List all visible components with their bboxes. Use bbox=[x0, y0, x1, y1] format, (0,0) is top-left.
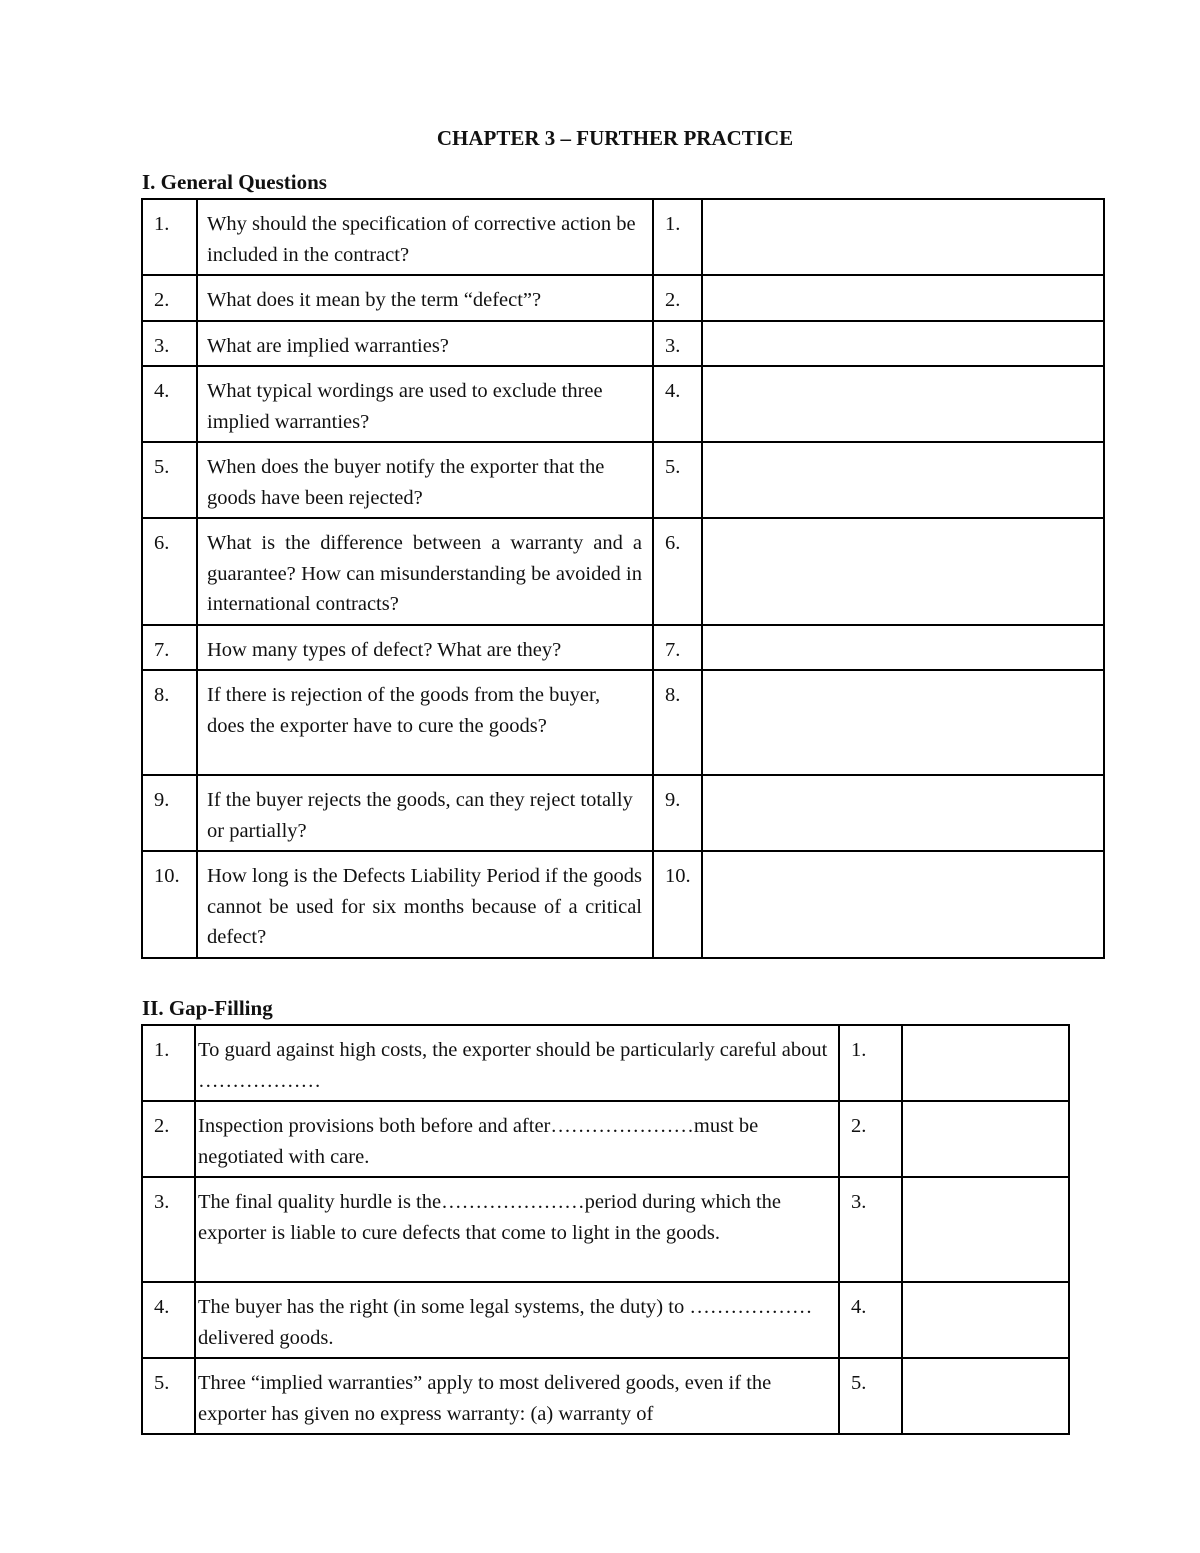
answer-number: 3. bbox=[839, 1177, 902, 1282]
answer-cell[interactable] bbox=[702, 366, 1104, 442]
question-text: To guard against high costs, the exporter should be particularly careful about ……………… bbox=[195, 1025, 839, 1101]
question-text: How long is the Defects Liability Period if the goods cannot be used for six months because of a critical defect? bbox=[197, 851, 653, 958]
general-question-row bbox=[142, 775, 1104, 851]
question-number: 3. bbox=[142, 321, 197, 367]
general-question-row bbox=[142, 199, 1104, 275]
answer-number: 8. bbox=[653, 670, 702, 775]
gap-filling-row bbox=[142, 1177, 1069, 1282]
answer-cell[interactable] bbox=[902, 1101, 1069, 1177]
question-text: The final quality hurdle is the…………………period during which the exporter is liable to cure defects that come to light in the goods. bbox=[195, 1177, 839, 1282]
answer-cell[interactable] bbox=[702, 670, 1104, 775]
answer-number: 4. bbox=[839, 1282, 902, 1358]
answer-number: 7. bbox=[653, 625, 702, 671]
general-question-row bbox=[142, 670, 1104, 775]
question-number: 1. bbox=[142, 199, 197, 275]
answer-number: 5. bbox=[839, 1358, 902, 1434]
general-question-row bbox=[142, 518, 1104, 625]
general-question-row bbox=[142, 366, 1104, 442]
answer-number: 2. bbox=[653, 275, 702, 321]
question-text: What is the difference between a warranty and a guarantee? How can misunderstanding be avoided in international contracts? bbox=[197, 518, 653, 625]
answer-cell[interactable] bbox=[702, 518, 1104, 625]
answer-number: 2. bbox=[839, 1101, 902, 1177]
question-number: 5. bbox=[142, 442, 197, 518]
answer-cell[interactable] bbox=[702, 321, 1104, 367]
question-text: Inspection provisions both before and after…………………must be negotiated with care. bbox=[195, 1101, 839, 1177]
general-question-row bbox=[142, 625, 1104, 671]
answer-cell[interactable] bbox=[702, 442, 1104, 518]
answer-cell[interactable] bbox=[902, 1025, 1069, 1101]
answer-number: 10. bbox=[653, 851, 702, 958]
question-number: 4. bbox=[142, 366, 197, 442]
question-number: 7. bbox=[142, 625, 197, 671]
question-text: What does it mean by the term “defect”? bbox=[197, 275, 653, 321]
answer-number: 1. bbox=[653, 199, 702, 275]
question-number: 4. bbox=[142, 1282, 195, 1358]
answer-number: 5. bbox=[653, 442, 702, 518]
question-number: 8. bbox=[142, 670, 197, 775]
answer-cell[interactable] bbox=[902, 1282, 1069, 1358]
question-number: 9. bbox=[142, 775, 197, 851]
general-question-row bbox=[142, 442, 1104, 518]
section-heading-general-questions: I. General Questions bbox=[142, 170, 327, 194]
question-text: If the buyer rejects the goods, can they reject totally or partially? bbox=[197, 775, 653, 851]
question-number: 2. bbox=[142, 275, 197, 321]
answer-number: 4. bbox=[653, 366, 702, 442]
question-number: 6. bbox=[142, 518, 197, 625]
answer-cell[interactable] bbox=[702, 275, 1104, 321]
general-questions-table bbox=[141, 198, 1105, 959]
question-text: What typical wordings are used to exclude three implied warranties? bbox=[197, 366, 653, 442]
answer-cell[interactable] bbox=[702, 199, 1104, 275]
answer-number: 3. bbox=[653, 321, 702, 367]
question-number: 5. bbox=[142, 1358, 195, 1434]
question-text: The buyer has the right (in some legal systems, the duty) to ……………… delivered goods. bbox=[195, 1282, 839, 1358]
page-title: CHAPTER 3 – FURTHER PRACTICE bbox=[436, 126, 794, 150]
question-number: 2. bbox=[142, 1101, 195, 1177]
question-text: Why should the specification of corrective action be included in the contract? bbox=[197, 199, 653, 275]
question-text: What are implied warranties? bbox=[197, 321, 653, 367]
answer-cell[interactable] bbox=[902, 1177, 1069, 1282]
gap-filling-row bbox=[142, 1282, 1069, 1358]
question-number: 1. bbox=[142, 1025, 195, 1101]
question-text: When does the buyer notify the exporter that the goods have been rejected? bbox=[197, 442, 653, 518]
question-text: Three “implied warranties” apply to most delivered goods, even if the exporter has given no express warranty: (a) warranty of bbox=[195, 1358, 839, 1434]
answer-cell[interactable] bbox=[902, 1358, 1069, 1434]
question-number: 10. bbox=[142, 851, 197, 958]
gap-filling-row bbox=[142, 1101, 1069, 1177]
answer-cell[interactable] bbox=[702, 775, 1104, 851]
general-question-row bbox=[142, 851, 1104, 958]
general-question-row bbox=[142, 275, 1104, 321]
answer-cell[interactable] bbox=[702, 851, 1104, 958]
gap-filling-row bbox=[142, 1358, 1069, 1434]
general-question-row bbox=[142, 321, 1104, 367]
question-text: If there is rejection of the goods from the buyer, does the exporter have to cure the goods? bbox=[197, 670, 653, 775]
answer-number: 6. bbox=[653, 518, 702, 625]
question-text: How many types of defect? What are they? bbox=[197, 625, 653, 671]
question-number: 3. bbox=[142, 1177, 195, 1282]
answer-number: 9. bbox=[653, 775, 702, 851]
answer-cell[interactable] bbox=[702, 625, 1104, 671]
answer-number: 1. bbox=[839, 1025, 902, 1101]
gap-filling-table bbox=[141, 1024, 1070, 1435]
section-heading-gap-filling: II. Gap-Filling bbox=[142, 996, 273, 1020]
gap-filling-row bbox=[142, 1025, 1069, 1101]
